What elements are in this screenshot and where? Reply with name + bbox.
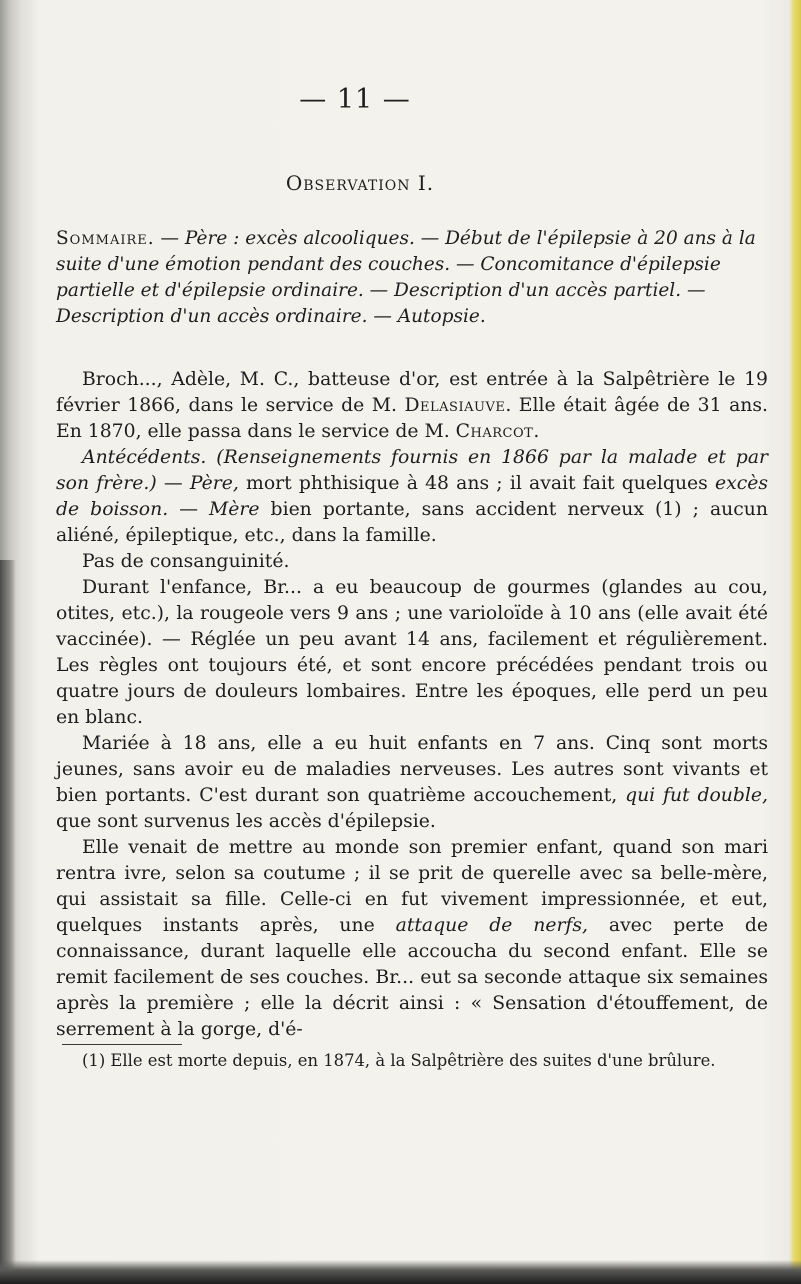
paragraph-text: Mariée à 18 ans, elle a eu huit enfants en 7 ans. Cinq sont morts jeunes, sans avoir eu de maladies nerveuses. Les autres sont vivants et bien portants. C'est durant son quatrième accouchement, bbox=[56, 733, 768, 806]
observation-heading bbox=[190, 171, 530, 195]
paragraph-admission bbox=[56, 367, 768, 445]
physician-name: Charcot bbox=[455, 421, 534, 442]
footnote-rule bbox=[62, 1044, 182, 1045]
physician-name: Delasiauve bbox=[404, 395, 506, 416]
paragraph-first-attack bbox=[56, 835, 768, 1043]
paragraph-italic: attaque de nerfs, bbox=[395, 915, 588, 936]
footnote bbox=[56, 1050, 768, 1071]
footnote-text: (1) Elle est morte depuis, en 1874, à la Salpêtrière des suites d'une brûlure. bbox=[82, 1051, 716, 1070]
binding-shadow-dark bbox=[0, 560, 16, 1284]
paragraph-text: que sont survenus les accès d'épilepsie. bbox=[56, 811, 436, 832]
page-edge-bottom bbox=[0, 1260, 801, 1284]
paragraph-italic: excès de boisson. bbox=[56, 473, 768, 520]
paragraph-text: — bbox=[156, 473, 190, 494]
paragraph-marriage bbox=[56, 731, 768, 835]
page-number: — 11 — bbox=[299, 84, 411, 115]
summary-dash: — bbox=[154, 228, 185, 249]
summary-label: Sommaire. bbox=[56, 228, 155, 249]
paragraph-consanguinity: Pas de consanguinité. bbox=[82, 551, 290, 572]
paragraph-text: bien portante, sans accident nerveux (1) ; aucun aliéné, épileptique, etc., dans la famille. bbox=[56, 499, 768, 546]
paragraph-text: . bbox=[533, 421, 540, 442]
paragraph-text: mort phthisique à 48 ans ; il avait fait quelques bbox=[238, 473, 715, 494]
paragraph-childhood: Durant l'enfance, Br... a eu beaucoup de gourmes (glandes au cou, otites, etc.), la rougeole vers 9 ans ; une varioloïde à 10 ans (elle avait été vaccinée). — Réglée un peu avant 14 ans, facilement et régulièrement. Les règles ont toujours été, et sont encore précédées pendant trois ou quatre jours de douleurs lombaires. Entre les époques, elle perd un peu en blanc. bbox=[56, 577, 768, 728]
page-edge-right bbox=[789, 0, 801, 1284]
summary-text: Père : excès alcooliques. — Début de l'épilepsie à 20 ans à la suite d'une émotion pendant des couches. — Concomitance d'épilepsie partielle et d'épilepsie ordinaire. — Description d'un accès partiel. — Description d'un accès ordinaire. — Autopsie. bbox=[56, 228, 756, 327]
observation-heading-text: Observation I. bbox=[285, 171, 435, 195]
observation-body bbox=[56, 367, 768, 1043]
paragraph-text: Broch..., Adèle, M. C., batteuse d'or, est entrée à la Salpêtrière le 19 février 1866, dans le service de M. bbox=[56, 369, 768, 416]
paragraph-italic: Mère bbox=[209, 499, 260, 520]
paragraph-text: Elle venait de mettre au monde son premier enfant, quand son mari rentra ivre, selon sa coutume ; il se prit de querelle avec sa belle-mère, qui assistait sa fille. Celle-ci en fut vivement impressionnée, et eut, quelques instants après, une bbox=[56, 837, 768, 936]
summary-block bbox=[56, 226, 756, 330]
paragraph-text: avec perte de connaissance, durant laquelle elle accoucha du second enfant. Elle se remit facilement de ses couches. Br... eut sa seconde attaque six semaines après la première ; elle la décrit ainsi : « Sensation d'étouffement, de serrement à la gorge, d'é- bbox=[56, 915, 768, 1040]
paragraph-text: — bbox=[168, 499, 210, 520]
paragraph-italic: Antécédents. (Renseignements fournis en 1866 par la malade et par son frère.) bbox=[56, 447, 768, 494]
paragraph-antecedents bbox=[56, 445, 768, 549]
paragraph-italic: qui fut double, bbox=[625, 785, 769, 806]
paragraph-italic: Père, bbox=[189, 473, 239, 494]
paragraph-text: . Elle était âgée de 31 ans. En 1870, elle passa dans le service de M. bbox=[56, 395, 768, 442]
